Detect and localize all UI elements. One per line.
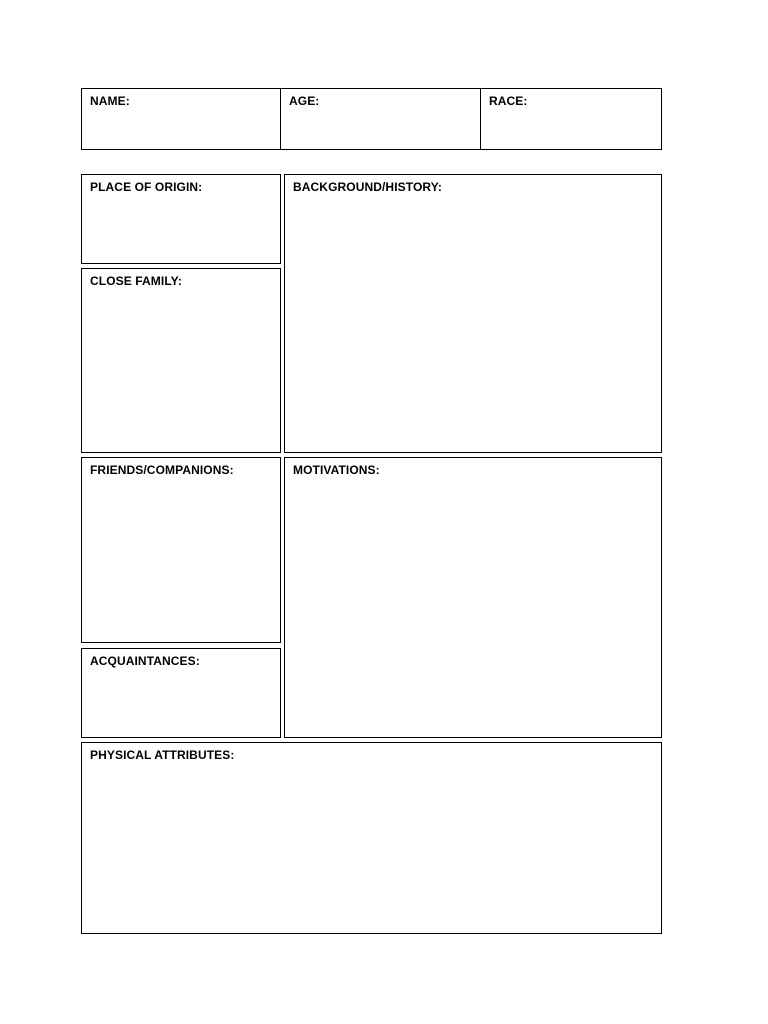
friends-companions-label: FRIENDS/COMPANIONS: — [90, 463, 234, 477]
physical-attributes-field[interactable] — [81, 742, 662, 934]
acquaintances-field[interactable] — [81, 648, 281, 738]
acquaintances-label: ACQUAINTANCES: — [90, 654, 200, 668]
friends-companions-field[interactable] — [81, 457, 281, 643]
age-field[interactable] — [281, 89, 481, 149]
race-field[interactable] — [481, 89, 661, 149]
name-label: NAME: — [90, 94, 130, 108]
background-history-label: BACKGROUND/HISTORY: — [293, 180, 443, 194]
race-label: RACE: — [489, 94, 528, 108]
motivations-field[interactable] — [284, 457, 662, 738]
physical-attributes-label: PHYSICAL ATTRIBUTES: — [90, 748, 235, 762]
age-label: AGE: — [289, 94, 320, 108]
background-history-field[interactable] — [284, 174, 662, 453]
name-field[interactable] — [82, 89, 281, 149]
place-of-origin-label: PLACE OF ORIGIN: — [90, 180, 203, 194]
motivations-label: MOTIVATIONS: — [293, 463, 380, 477]
place-of-origin-field[interactable] — [81, 174, 281, 264]
close-family-label: CLOSE FAMILY: — [90, 274, 182, 288]
close-family-field[interactable] — [81, 268, 281, 453]
header-row — [81, 88, 662, 150]
